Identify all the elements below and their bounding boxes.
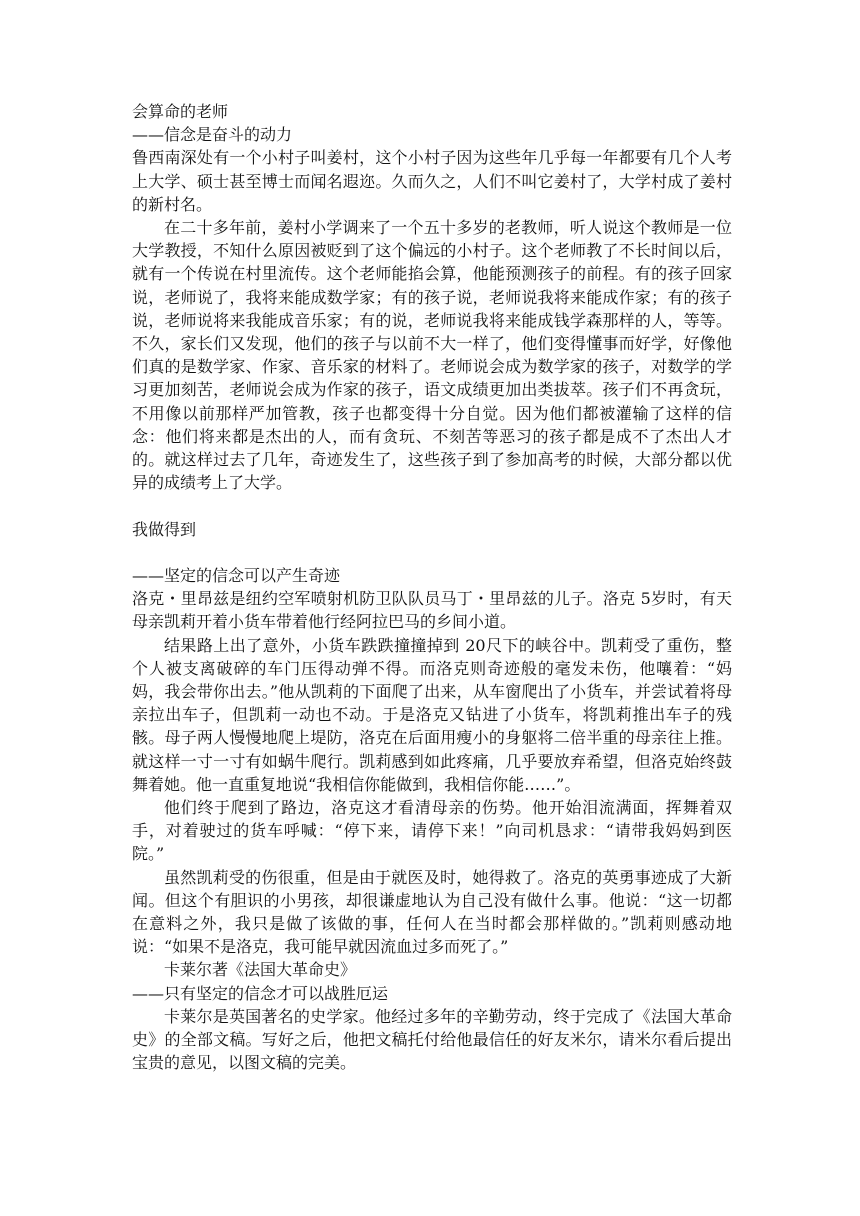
article3-paragraph: 卡莱尔是英国著名的史学家。他经过多年的辛勤劳动，终于完成了《法国大革命史》的全部文稿。写好之后，他把文稿托付给他最信任的好友米尔，请米尔看后提出宝贵的意见，以图文稿的完美。 [132,1006,732,1073]
article2-paragraph: 他们终于爬到了路边，洛克这才看清母亲的伤势。他开始泪流满面，挥舞着双手，对着驶过的货车呼喊：“停下来，请停下来！”向司机恳求：“请带我妈妈到医院。” [132,798,732,864]
article1-paragraph: 鲁西南深处有一个小村子叫姜村，这个小村子因为这些年几乎每一年都要有几个人考上大学、硕士甚至博士而闻名遐迩。久而久之，人们不叫它姜村了，大学村成了姜村的新村名。 [132,148,732,214]
article2-paragraph: 结果路上出了意外，小货车跌跌撞撞掉到 20尺下的峡谷中。凯莉受了重伤，整个人被支离破碎的车门压得动弹不得。而洛克则奇迹般的毫发未伤，他嚷着：“妈妈，我会带你出去。”他从凯莉的下面爬了出来，从车窗爬出了小货车，并尝试着将母亲拉出车子，但凯莉一动也不动。于是洛克又钻进了小货车，将凯莉推出车子的残骸。母子两人慢慢地爬上堤防，洛克在后面用瘦小的身躯将二倍半重的母亲往上推。就这样一寸一寸有如蜗牛爬行。凯莉感到如此疼痛，几乎要放弃希望，但洛克始终鼓舞着她。他一直重复地说“我相信你能做到，我相信你能……”。 [132,635,732,794]
article2-subtitle: ——坚定的信念可以产生奇迹 [132,566,341,586]
section-gap [132,494,732,517]
section-gap [132,541,732,564]
article2-paragraph: 洛克・里昂兹是纽约空军喷射机防卫队队员马丁・里昂兹的儿子。洛克 5岁时，有天母亲凯莉开着小货车带着他行经阿拉巴马的乡间小道。 [132,589,732,632]
article1-title: 会算命的老师 [132,102,229,121]
article3-subtitle: ——只有坚定的信念才可以战胜厄运 [132,983,389,1003]
article3-title: 卡莱尔著《法国大革命史》 [164,960,357,980]
article1-subtitle: ——信念是奋斗的动力 [132,125,293,145]
article2-paragraph: 虽然凯莉受的伤很重，但是由于就医及时，她得救了。洛克的英勇事迹成了大新闻。但这个有胆识的小男孩，却很谦虚地认为自己没有做什么事。他说：“这一切都在意料之外，我只是做了该做的事，任何人在当时都会那样做的。”凯莉则感动地说：“如果不是洛克，我可能早就因流血过多而死了。” [132,867,732,957]
document-page [132,100,732,1075]
article2-title: 我做得到 [132,519,197,539]
article1-paragraph: 在二十多年前，姜村小学调来了一个五十多岁的老教师，听人说这个教师是一位大学教授，不知什么原因被贬到了这个偏远的小村子。这个老师教了不长时间以后，就有一个传说在村里流传。这个老师能掐会算，他能预测孩子的前程。有的孩子回家说，老师说了，我将来能成数学家；有的孩子说，老师说我将来能成作家；有的孩子说，老师说将来我能成音乐家；有的说，老师说我将来能成钱学森那样的人，等等。不久，家长们又发现，他们的孩子与以前不大一样了，他们变得懂事而好学，好像他们真的是数学家、作家、音乐家的材料了。老师说会成为数学家的孩子，对数学的学习更加刻苦，老师说会成为作家的孩子，语文成绩更加出类拔萃。孩子们不再贪玩，不用像以前那样严加管教，孩子也都变得十分自觉。因为他们都被灌输了这样的信念：他们将来都是杰出的人，而有贪玩、不刻苦等恶习的孩子都是成不了杰出人才的。就这样过去了几年，奇迹发生了，这些孩子到了参加高考的时候，大部分都以优异的成绩考上了大学。 [132,218,732,493]
